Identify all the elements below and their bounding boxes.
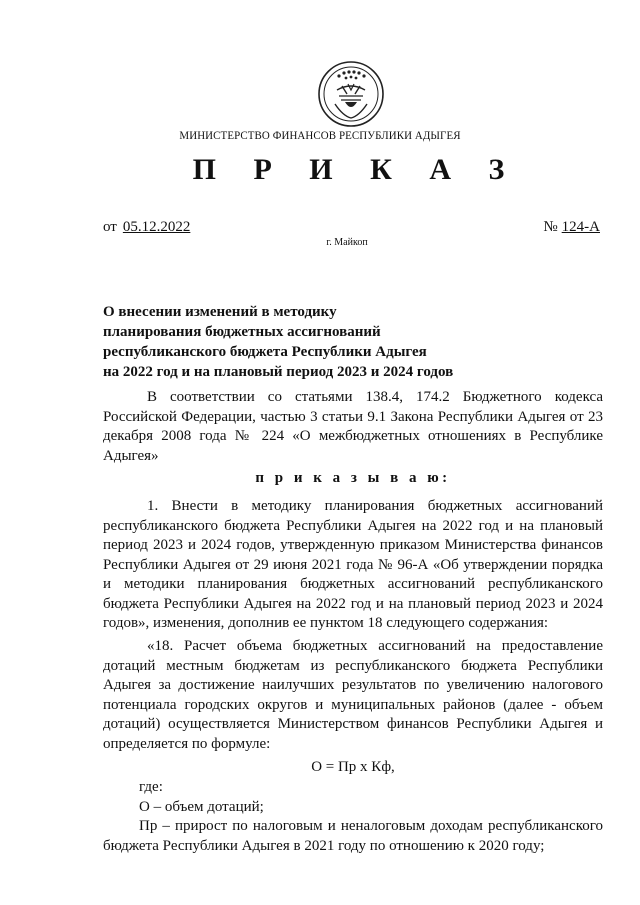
definition-o: О – объем дотаций;	[139, 798, 264, 815]
document-number	[543, 219, 600, 236]
ministry-name: МИНИСТЕРСТВО ФИНАНСОВ РЕСПУБЛИКИ АДЫГЕЯ	[179, 130, 461, 142]
where-label: где:	[139, 779, 163, 795]
definitions-block	[103, 778, 603, 856]
item-18-paragraph: «18. Расчет объема бюджетных ассигнований на предоставление дотаций местным бюджетам из республиканского бюджета Республики Адыгея за достижение наилучших результатов по увеличению налогового потенциала городских округов и муниципальных районов (далее - объем дотаций) осуществляется Министерством финансов Республики Адыгея и определяется по формуле:	[103, 638, 603, 752]
adygea-coat-of-arms-icon	[317, 60, 385, 128]
preamble-block	[103, 388, 603, 466]
subject-line: на 2022 год и на плановый период 2023 и 2024 годов	[103, 364, 454, 380]
number-prefix: №	[543, 219, 558, 235]
definition-pr: Пр – прирост по налоговым и неналоговым доходам республиканского бюджета Республики Адыгея в 2021 году по отношению к 2020 году;	[103, 818, 603, 854]
subject-line: республиканского бюджета Республики Адыгея	[103, 344, 427, 360]
subject-line: О внесении изменений в методику	[103, 304, 337, 320]
document-type-title: П Р И К А З	[192, 153, 520, 186]
item-18-block	[103, 637, 603, 754]
number-value: 124-А	[561, 219, 600, 235]
city-label: г. Майкоп	[326, 237, 368, 248]
order-word: п р и к а з ы в а ю:	[255, 470, 451, 486]
document-date	[103, 219, 190, 236]
date-prefix: от	[103, 219, 117, 235]
subject-line: планирования бюджетных ассигнований	[103, 324, 381, 340]
date-value: 05.12.2022	[122, 219, 191, 235]
item-1-paragraph: 1. Внести в методику планирования бюджетных ассигнований республиканского бюджета Республики Адыгея на 2022 год и на плановый период 2023 и 2024 годов, утвержденную приказом Министерства финансов Республики Адыгея от 29 июня 2021 года № 96-А «Об утверждении порядка и методики планирования бюджетных ассигнований республиканского бюджета Республики Адыгея на 2022 год и на плановый период 2023 и 2024 годов», изменения, дополнив ее пунктом 18 следующего содержания:	[103, 498, 603, 631]
item-1-block	[103, 497, 603, 634]
formula: О = Пр х Кф,	[311, 759, 395, 775]
document-subject	[103, 302, 543, 382]
preamble-paragraph: В соответствии со статьями 138.4, 174.2 Бюджетного кодекса Российской Федерации, частью 3 статьи 9.1 Закона Республики Адыгея от 23 декабря 2008 года № 224 «О межбюджетных отношениях в Республике Адыгея»	[103, 389, 603, 464]
